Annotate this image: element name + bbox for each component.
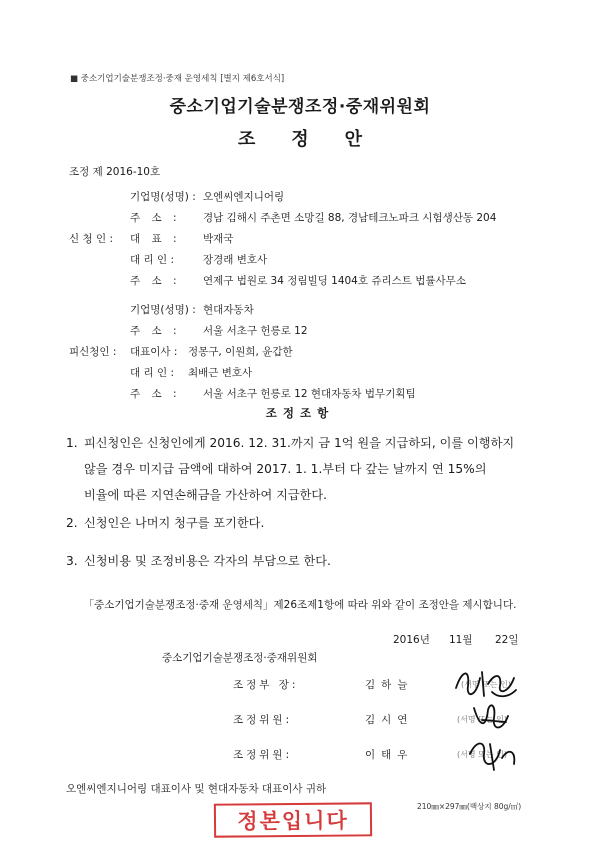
respondent-agent-address: 서울 서초구 헌릉로 12 현대자동차 법무기획팀 (203, 388, 416, 400)
respondent-rep: 정몽구, 이원희, 윤갑한 (188, 346, 293, 358)
respondent-address: 서울 서초구 헌릉로 12 (203, 325, 308, 337)
term-item (66, 510, 546, 536)
term-text-continued: 않을 경우 미지급 금액에 대하여 2017. 1. 1.부터 다 갚는 날까지 연 15%의 (84, 462, 487, 476)
seal-placeholder: (서명 또는 인) (461, 680, 511, 689)
date-year: 2016년 (393, 634, 430, 646)
signatory-name: 김하늘 (365, 679, 414, 691)
committee-heading: 중소기업기술분쟁조정·중재위원회 (169, 97, 431, 117)
respondent-agent: 최배근 변호사 (188, 367, 253, 379)
signatory-role: 조정위원: (233, 749, 293, 761)
applicant-company-label: 기업명(성명) : (130, 191, 196, 203)
respondent-agent-address-label: 주 소 : (130, 388, 181, 400)
term-number: 1. (66, 436, 78, 450)
applicant-rep: 박재국 (203, 233, 234, 245)
case-number: 조정 제 2016-10호 (69, 166, 161, 178)
signatory-name: 이태우 (365, 749, 414, 761)
committee-signature-line: 중소기업기술분쟁조정·중재위원회 (162, 652, 318, 664)
respondent-company-label: 기업명(성명) : (130, 304, 196, 316)
respondent-rep-label: 대표이사 : (130, 346, 178, 358)
date-month: 11월 (449, 634, 473, 646)
date-day: 22일 (495, 634, 519, 646)
term-item (66, 430, 546, 508)
seal-placeholder: (서명 또는 인) (457, 715, 507, 724)
seal-placeholder: (서명 또는 인) (457, 750, 507, 759)
applicant-agent-label: 대 리 인 : (130, 254, 174, 266)
signature-mark (466, 734, 521, 774)
respondent-party-label: 피신청인 : (69, 346, 117, 358)
terms-heading: 조정조항 (265, 406, 335, 420)
term-text: 피신청인은 신청인에게 2016. 12. 31.까지 금 1억 원을 지급하되, 이를 이행하지 (84, 436, 515, 450)
term-item (66, 548, 546, 574)
respondent-agent-label: 대 리 인 : (130, 367, 174, 379)
signatory-role: 조정위원: (233, 714, 293, 726)
applicant-address-label: 주 소 : (130, 212, 181, 224)
term-number: 2. (66, 516, 78, 530)
applicant-party-label: 신 청 인 : (69, 233, 113, 245)
applicant-agent-address: 연제구 법원로 34 정림빌딩 1404호 쥬리스트 법률사무소 (203, 275, 466, 287)
applicant-company: 오엔씨엔지니어링 (203, 191, 285, 203)
term-text: 신청비용 및 조정비용은 각자의 부담으로 한다. (84, 554, 331, 568)
respondent-address-label: 주 소 : (130, 325, 181, 337)
recipient-line: 오엔씨엔지니어링 대표이사 및 현대자동차 대표이사 귀하 (66, 783, 327, 795)
applicant-address: 경남 김해시 주촌면 소망길 88, 경남테크노파크 시험생산동 204 (203, 212, 497, 224)
term-number: 3. (66, 554, 78, 568)
document-title: 조정안 (237, 129, 399, 150)
certified-copy-stamp: 정본입니다 (214, 802, 372, 837)
term-text: 신청인은 나머지 청구를 포기한다. (84, 516, 265, 530)
respondent-company: 현대자동차 (203, 304, 254, 316)
applicant-agent: 장경래 변호사 (203, 254, 268, 266)
signature-mark (468, 698, 518, 738)
signatory-name: 김시연 (365, 714, 414, 726)
paper-spec: 210㎜×297㎜(백상지 80g/㎡) (417, 802, 522, 811)
form-reference-note: ■ 중소기업기술분쟁조정·중재 운영세칙 [별지 제6호서식] (70, 74, 285, 84)
term-text-continued: 비율에 따른 지연손해금을 가산하여 지급한다. (84, 488, 328, 502)
legal-basis-statement: 「중소기업기술분쟁조정·중재 운영세칙」제26조제1항에 따라 위와 같이 조정안을 제시합니다. (83, 599, 517, 611)
applicant-rep-label: 대 표 : (130, 233, 181, 245)
applicant-agent-address-label: 주 소 : (130, 275, 181, 287)
signatory-role: 조정부 장: (233, 679, 299, 691)
